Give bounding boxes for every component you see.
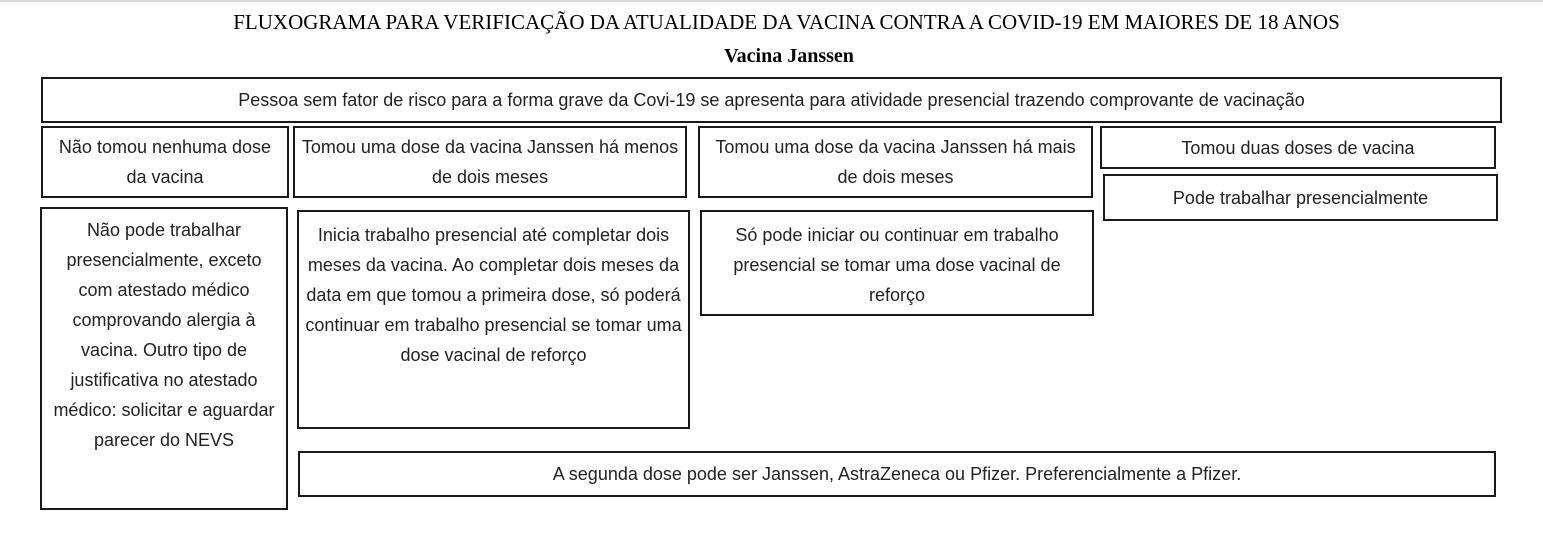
no-dose-result-node	[40, 207, 288, 510]
two-doses-node	[1100, 126, 1496, 169]
one-dose-less-two-months-node-text: Tomou uma dose da vacina Janssen há menos de dois meses	[301, 137, 679, 187]
two-doses-result-node-text: Pode trabalhar presencialmente	[1172, 187, 1429, 208]
no-dose-node-text: Não tomou nenhuma dose da vacina	[58, 137, 272, 187]
less-two-months-result-node	[297, 210, 690, 429]
more-two-months-result-node-text: Só pode iniciar ou continuar em trabalho presencial se tomar uma dose vacinal de reforço	[733, 225, 1061, 305]
one-dose-more-two-months-node-text: Tomou uma dose da vacina Janssen há mais de dois meses	[715, 137, 1076, 187]
page-subtitle: Vacina Janssen	[724, 45, 854, 67]
no-dose-result-node-text: Não pode trabalhar presencialmente, exceto com atestado médico comprovando alergia à vacina. Outro tipo de justificativa no atestado médico: solicitar e aguardar parecer do NEVS	[53, 220, 275, 450]
start-node-text: Pessoa sem fator de risco para a forma grave da Covi-19 se apresenta para atividade presencial trazendo comprovante de vacinação	[238, 90, 1305, 110]
two-doses-result-node	[1103, 174, 1498, 221]
no-dose-node	[41, 126, 289, 198]
less-two-months-result-node-text: Inicia trabalho presencial até completar dois meses da vacina. Ao completar dois meses da data em que tomou a primeira dose, só poderá continuar em trabalho presencial se tomar uma dose vacinal de reforço	[305, 225, 682, 365]
two-doses-node-text: Tomou duas doses de vacina	[1181, 137, 1415, 158]
start-node	[41, 77, 1502, 123]
top-divider	[0, 0, 1543, 2]
more-two-months-result-node	[700, 210, 1094, 316]
one-dose-more-two-months-node	[698, 126, 1093, 198]
one-dose-less-two-months-node	[293, 126, 687, 198]
second-dose-note-node-text: A segunda dose pode ser Janssen, AstraZeneca ou Pfizer. Preferencialmente a Pfizer.	[552, 464, 1242, 484]
second-dose-note-node	[298, 451, 1496, 497]
page-title: FLUXOGRAMA PARA VERIFICAÇÃO DA ATUALIDADE DA VACINA CONTRA A COVID-19 EM MAIORES DE 18 ANOS	[233, 10, 1340, 34]
